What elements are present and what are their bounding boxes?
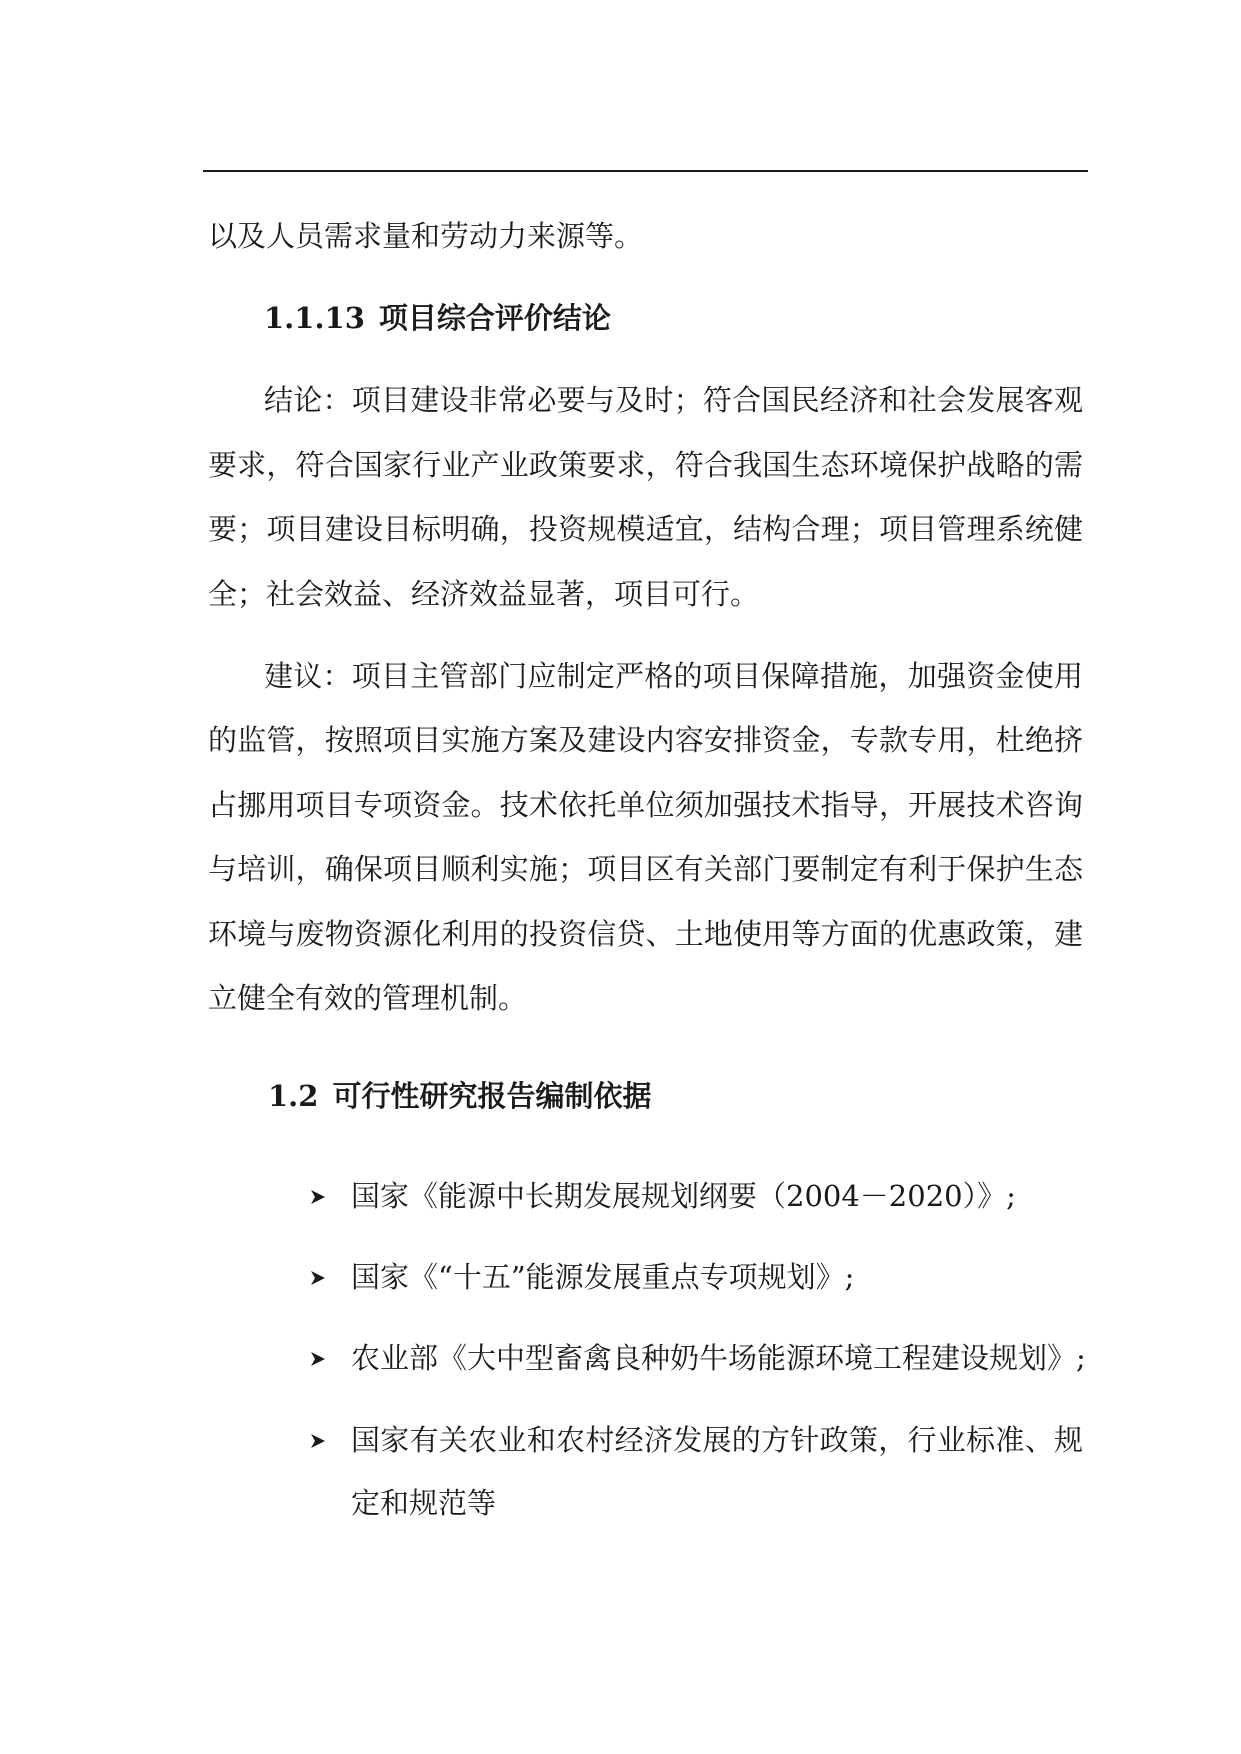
- section-number: 1.2: [268, 1079, 319, 1113]
- arrowhead-bullet-icon: [310, 1351, 326, 1367]
- arrowhead-bullet-icon: [310, 1433, 326, 1449]
- conclusion-line-1: 结论：项目建设非常必要与及时；符合国民经济和社会发展客观: [264, 383, 1083, 417]
- arrowhead-bullet-icon: [310, 1270, 326, 1286]
- section-title: 项目综合评价结论: [378, 301, 611, 335]
- section-title: 可行性研究报告编制依据: [332, 1079, 652, 1113]
- section-number: 1.1.13: [264, 301, 365, 335]
- basis-item-text-continued: 定和规范等: [351, 1486, 497, 1520]
- basis-item-text: 国家《“十五”能源发展重点专项规划》;: [351, 1260, 855, 1294]
- conclusion-line-2: 要求，符合国家行业产业政策要求，符合我国生态环境保护战略的需: [208, 448, 1083, 482]
- header-rule: [203, 170, 1088, 172]
- suggestion-line-5: 环境与废物资源化利用的投资信贷、土地使用等方面的优惠政策，建: [208, 917, 1083, 951]
- intro-line: 以及人员需求量和劳动力来源等。: [208, 219, 644, 253]
- section-heading-1-2: [268, 1079, 652, 1113]
- suggestion-line-2: 的监管，按照项目实施方案及建设内容安排资金，专款专用，杜绝挤: [208, 723, 1083, 757]
- section-heading-1-1-13: [264, 301, 611, 335]
- conclusion-line-4: 全；社会效益、经济效益显著，项目可行。: [208, 577, 760, 611]
- conclusion-line-3: 要；项目建设目标明确，投资规模适宜，结构合理；项目管理系统健: [208, 512, 1083, 546]
- suggestion-line-4: 与培训，确保项目顺利实施；项目区有关部门要制定有利于保护生态: [208, 852, 1083, 886]
- basis-item-text: 国家有关农业和农村经济发展的方针政策，行业标准、规: [351, 1423, 1083, 1457]
- suggestion-line-1: 建议：项目主管部门应制定严格的项目保障措施，加强资金使用: [264, 659, 1083, 693]
- basis-item-text: 国家《能源中长期发展规划纲要（2004－2020）》;: [351, 1179, 1016, 1213]
- suggestion-line-6: 立健全有效的管理机制。: [208, 981, 528, 1015]
- arrowhead-bullet-icon: [310, 1189, 326, 1205]
- basis-item-text: 农业部《大中型畜禽良种奶牛场能源环境工程建设规划》;: [351, 1341, 1086, 1375]
- suggestion-line-3: 占挪用项目专项资金。技术依托单位须加强技术指导，开展技术咨询: [208, 788, 1083, 822]
